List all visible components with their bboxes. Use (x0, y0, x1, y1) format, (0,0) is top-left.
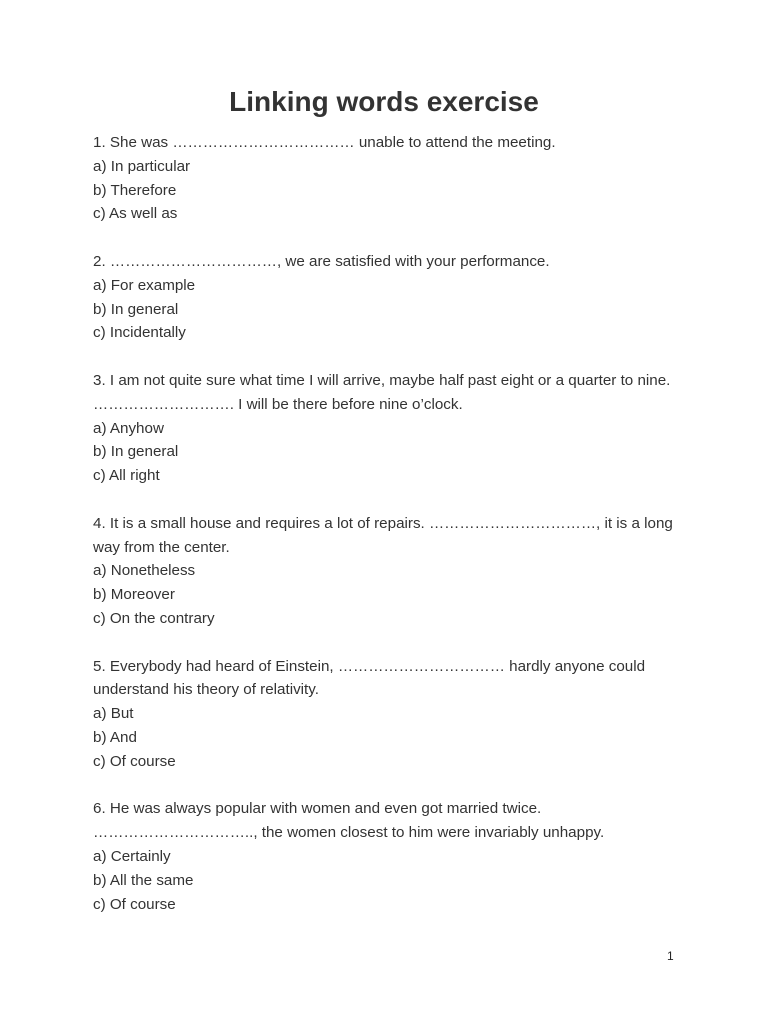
answer-option: b) Moreover (93, 586, 175, 604)
question-6 (93, 797, 673, 916)
answer-option: c) All right (93, 467, 160, 485)
question-2 (93, 250, 673, 345)
answer-option: a) But (93, 705, 134, 723)
answer-option: c) On the contrary (93, 609, 215, 627)
answer-option: b) In general (93, 300, 179, 318)
answer-option: c) Of course (93, 752, 176, 770)
answer-options (93, 845, 673, 916)
answer-options (93, 702, 673, 773)
answer-option: b) All the same (93, 871, 194, 889)
answer-option: b) And (93, 728, 137, 746)
question-3 (93, 369, 673, 488)
question-1 (93, 131, 673, 226)
answer-options (93, 274, 673, 345)
answer-options (93, 559, 673, 630)
answer-option: c) Of course (93, 895, 176, 913)
answer-option: a) Anyhow (93, 419, 164, 437)
answer-option: c) Incidentally (93, 324, 186, 342)
question-text: 6. He was always popular with women and even got married twice. ………………………….., the women closest to him were invariably unhappy. (93, 800, 605, 842)
answer-option: b) In general (93, 443, 179, 461)
page-number: 1 (667, 949, 674, 963)
answer-option: b) Therefore (93, 181, 177, 199)
answer-options (93, 417, 673, 488)
question-text: 1. She was ……………………………… unable to attend the meeting. (93, 134, 556, 151)
question-text: 3. I am not quite sure what time I will arrive, maybe half past eight or a quarter to nine. ………………………. I will be there before nine o’clock. (93, 371, 671, 413)
page-title: Linking words exercise (229, 86, 539, 117)
answer-option: a) Nonetheless (93, 562, 196, 580)
question-text: 4. It is a small house and requires a lot of repairs. ……………………………, it is a long way from the center. (93, 514, 673, 556)
exercise-content (93, 131, 673, 940)
answer-option: a) Certainly (93, 847, 171, 865)
question-text: 2. ……………………………, we are satisfied with your performance. (93, 252, 550, 270)
question-5 (93, 655, 673, 774)
answer-option: c) As well as (93, 205, 178, 223)
answer-option: a) In particular (93, 157, 191, 175)
answer-option: a) For example (93, 276, 196, 294)
question-text: 5. Everybody had heard of Einstein, …………………………… hardly anyone could understand his theory of relativity. (93, 657, 646, 699)
question-4 (93, 512, 673, 631)
answer-options (93, 155, 673, 226)
